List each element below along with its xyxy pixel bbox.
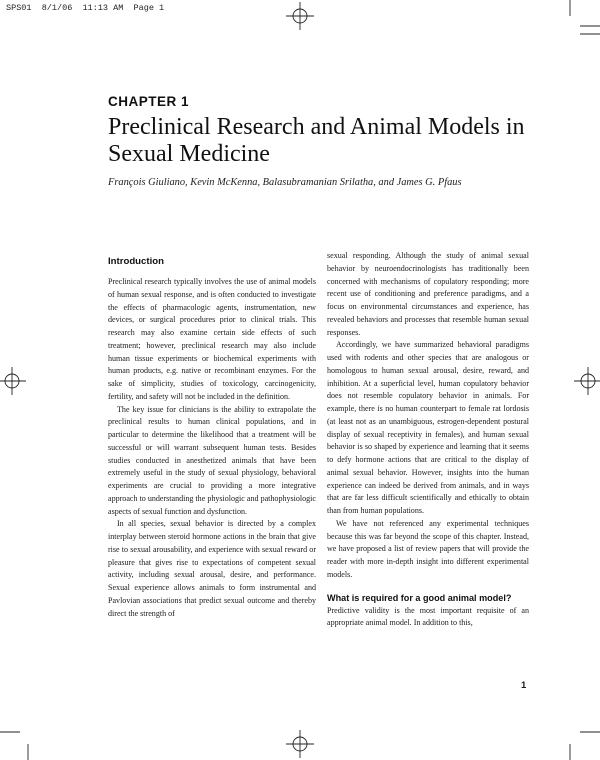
page-number: 1 <box>521 680 527 691</box>
crop-mark-top-right-icon <box>548 0 600 48</box>
paragraph: Accordingly, we have summarized behavioral paradigms used with rodents and other species that are analogous or homologous to human sexual arousal, desire, reward, and inhibition. At a superficial level, human copulatory behavior does not resemble copulatory behavior in animals. For example, there is no human counterpart to female rat lordosis (at least not as an unambiguous, estrogen-dependent postural display of sexual receptivity in females), and human sexual behavior is so shaped by experience and learning that it seems to defy hormone actions that are critical to the display of animal sexual behavior. However, insights into the human experience can indeed be derived from animals, and in ways that are far less difficult scientifically and ethically to obtain than from human populations. <box>327 340 529 515</box>
crop-mark-bottom-right-icon <box>548 712 600 760</box>
registration-mark-right-icon <box>574 367 600 395</box>
registration-mark-left-icon <box>0 367 26 395</box>
paragraph: The key issue for clinicians is the ability to extrapolate the preclinical results to human clinical populations, and in particular to determine the likelihood that a treatment will be successful or will warrant subsequent human tests. Besides studies conducted in anesthetized animals that have been extremely useful in the study of sexual physiology, behavioral experiments are crucial to providing a more integrative approach to understanding the physiologic and pathophysiologic aspects of sexual function and dysfunction. <box>108 404 316 516</box>
paragraph: In all species, sexual behavior is directed by a complex interplay between steroid hormone actions in the brain that give rise to sexual arousability, and experience with sexual reward or pleasure that gives rise to expectations of competent sexual activity, including sexual arousal, desire, and performance. Sexual experience allows animals to form instrumental and Pavlovian associations that predict sexual outcome and thereby direct the strength of <box>108 519 316 618</box>
print-slug: SPS01 8/1/06 11:13 AM Page 1 <box>6 3 165 13</box>
right-column <box>327 250 529 630</box>
section-heading-introduction: Introduction <box>108 256 164 267</box>
chapter-authors: François Giuliano, Kevin McKenna, Balasubramanian Srilatha, and James G. Pfaus <box>108 177 462 188</box>
chapter-title: Preclinical Research and Animal Models in Sexual Medicine <box>108 114 525 167</box>
registration-mark-top-icon <box>286 2 314 30</box>
paragraph: Preclinical research typically involves the use of animal models of human sexual response, and is often conducted to investigate the effects of pharmacologic agents, instrumentation, new devices, or surgical procedures prior to clinical trials. This research may also examine certain side effects of such treatment; however, preclinical research may also include human tissue experiments or biochemical experiments with human products, e.g. native or recombinant enzymes. For the sake of simplicity, studies of toxicology, carcinogenicity, fertility, and safety will not be included in the definition. <box>108 277 316 401</box>
paragraph: sexual responding. Although the study of animal sexual behavior by neuroendocrinologists has traditionally been concerned with mechanisms of copulatory responding; more recent use of conditioning and preference paradigms, and a focus on environmental circumstances and experience, has revealed behaviors and processes that resemble human sexual responses. <box>327 251 529 337</box>
section-heading-animal-model: What is required for a good animal model? <box>327 592 512 603</box>
chapter-label: CHAPTER 1 <box>108 94 190 109</box>
registration-mark-bottom-icon <box>286 730 314 758</box>
crop-mark-bottom-left-icon <box>0 712 52 760</box>
paragraph: Predictive validity is the most important requisite of an appropriate animal model. In addition to this, <box>327 605 529 628</box>
paragraph: We have not referenced any experimental techniques because this was far beyond the scope of this chapter. Instead, we have proposed a list of review papers that will provide the reader with more in-depth insight into different experimental models. <box>327 518 529 579</box>
left-column <box>108 256 316 620</box>
